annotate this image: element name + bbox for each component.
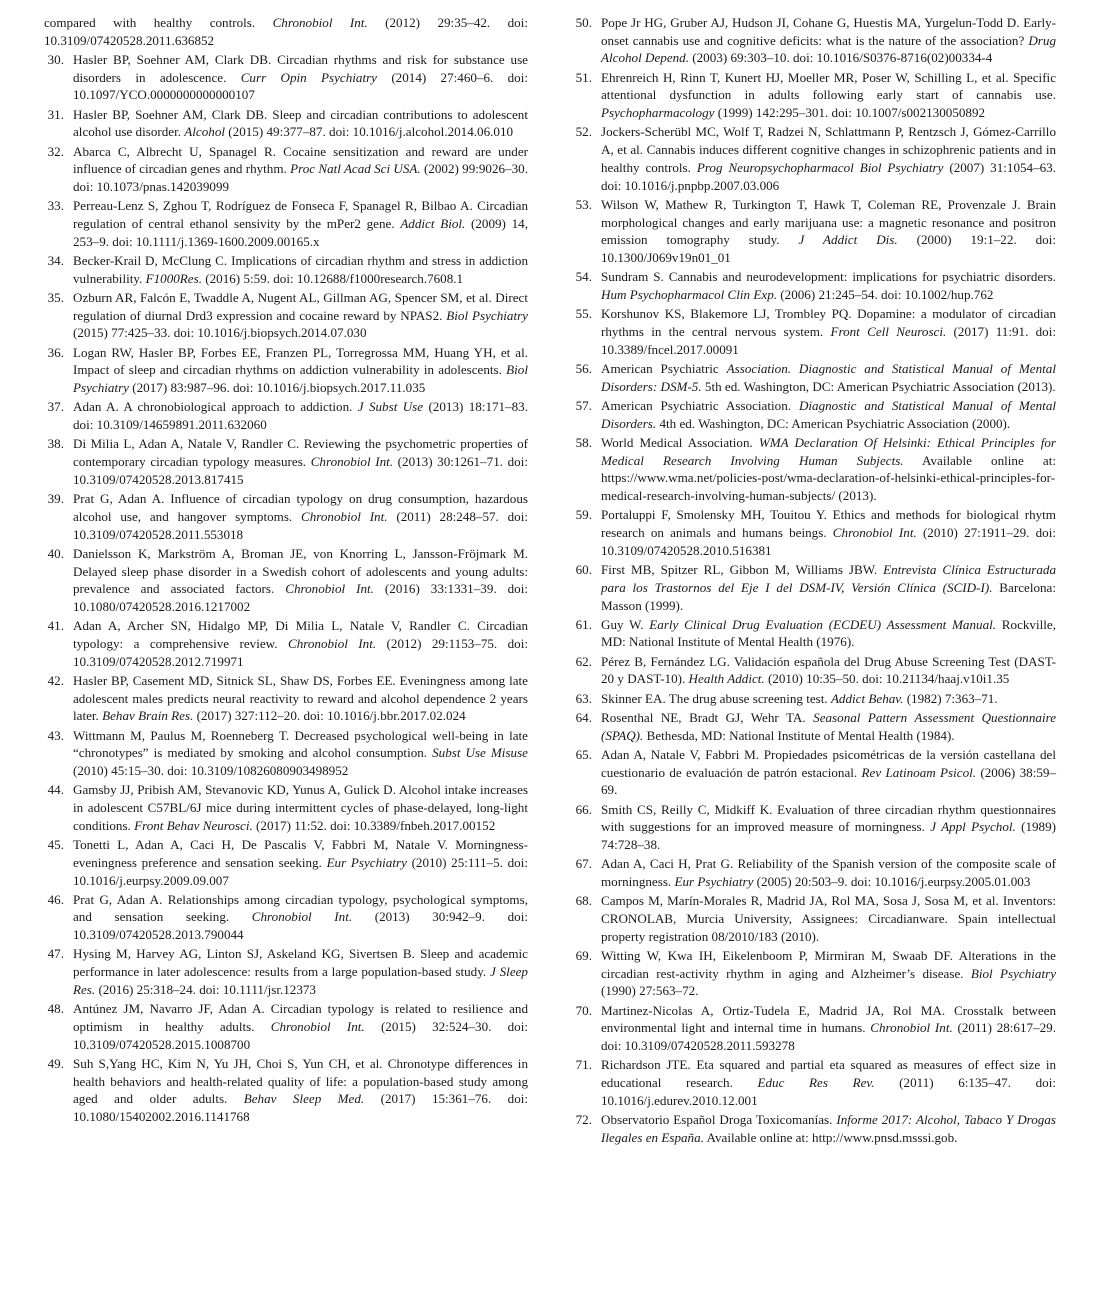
reference-item xyxy=(44,106,528,141)
left-column xyxy=(44,14,528,1127)
reference-text: Becker-Krail D, McClung C. Implications of circadian rhythm and stress in addiction vulnerability. F1000Res. (2016) 5:59. doi: 10.12688/f1000research.7608.1 xyxy=(73,253,528,286)
reference-item xyxy=(44,252,528,287)
reference-item xyxy=(572,305,1056,358)
reference-text: Jockers-Scherübl MC, Wolf T, Radzei N, Schlattmann P, Rentzsch J, Gómez-Carrillo A, et al. Cannabis induces different cognitive changes in schizophrenic patients and in healthy controls. Prog Neuropsychopharmacol Biol Psychiatry (2007) 31:1054–63. doi: 10.1016/j.pnpbp.2007.03.006 xyxy=(601,124,1057,193)
reference-number: 65. xyxy=(575,746,592,762)
reference-item xyxy=(572,434,1056,505)
reference-number: 34. xyxy=(47,253,64,269)
reference-number: 72. xyxy=(575,1112,592,1128)
reference-number: 62. xyxy=(575,653,592,669)
reference-text: Tonetti L, Adan A, Caci H, De Pascalis V, Fabbri M, Natale V. Morningness-eveningness preference and sensation seeking. Eur Psychiatry (2010) 25:111–5. doi: 10.1016/j.eurpsy.2009.09.007 xyxy=(73,837,528,888)
reference-number: 45. xyxy=(47,837,64,853)
reference-number: 61. xyxy=(575,616,592,632)
reference-item xyxy=(44,143,528,196)
reference-text: Martinez-Nicolas A, Ortiz-Tudela E, Madrid JA, Rol MA. Crosstalk between environmental light and internal time in humans. Chronobiol Int. (2011) 28:617–29. doi: 10.3109/07420528.2011.593278 xyxy=(601,1002,1056,1054)
reference-number: 37. xyxy=(47,399,64,415)
reference-text: Ozburn AR, Falcón E, Twaddle A, Nugent AL, Gillman AG, Spencer SM, et al. Direct regulation of diurnal Drd3 expression and cocaine reward by NPAS2. Biol Psychiatry (2015) 77:425–33. doi: 10.1016/j.biopsych.2014.07.030 xyxy=(73,290,528,341)
reference-text: Gamsby JJ, Pribish AM, Stevanovic KD, Yunus A, Gulick D. Alcohol intake increases in adolescent C57BL/6J mice during intermittent cycles of phase-delayed, long-light conditions. Front Behav Neurosci. (2017) 11:52. doi: 10.3389/fnbeh.2017.00152 xyxy=(73,782,528,833)
reference-text: Wilson W, Mathew R, Turkington T, Hawk T, Coleman RE, Provenzale J. Brain morphological changes and early marijuana use: a magnetic resonance and positron emission tomography study. J Addict Dis. (2000) 19:1–22. doi: 10.1300/J069v19n01_01 xyxy=(601,196,1057,266)
reference-item xyxy=(44,891,528,944)
reference-text: Rosenthal NE, Bradt GJ, Wehr TA. Seasonal Pattern Assessment Questionnaire (SPAQ). Bethesda, MD: National Institute of Mental Health (1984). xyxy=(601,709,1057,743)
reference-text: Korshunov KS, Blakemore LJ, Trombley PQ. Dopamine: a modulator of circadian rhythms in the central nervous system. Front Cell Neurosci. (2017) 11:91. doi: 10.3389/fncel.2017.00091 xyxy=(601,306,1056,357)
reference-number: 33. xyxy=(47,198,64,214)
reference-text: Wittmann M, Paulus M, Roenneberg T. Decreased psychological well-being in late “chronotypes” is mediated by smoking and alcohol consumption. Subst Use Misuse (2010) 45:15–30. doi: 10.3109/10826080903498952 xyxy=(73,727,528,779)
reference-text: First MB, Spitzer RL, Gibbon M, Williams JBW. Entrevista Clínica Estructurada para los Trastornos del Eje I del DSM-IV, Versión Clínica (SCID-I). Barcelona: Masson (1999). xyxy=(601,562,1056,613)
reference-text: Prat G, Adan A. Influence of circadian typology on drug consumption, hazardous alcohol use, and hangover symptoms. Chronobiol Int. (2011) 28:248–57. doi: 10.3109/07420528.2011.553018 xyxy=(73,491,529,542)
reference-text: World Medical Association. WMA Declaration Of Helsinki: Ethical Principles for Medical Research Involving Human Subjects. Available online at: https://www.wma.net/policies-post/wma-declaration-of-helsinki-ethical-principles-for-medical-research-involving-human-subjects/ (2013). xyxy=(601,434,1057,504)
reference-item xyxy=(572,69,1056,122)
reference-number: 53. xyxy=(575,196,592,212)
reference-item xyxy=(572,561,1056,614)
reference-text: Antúnez JM, Navarro JF, Adan A. Circadian typology is related to resilience and optimism in healthy adults. Chronobiol Int. (2015) 32:524–30. doi: 10.3109/07420528.2015.1008700 xyxy=(73,1001,528,1052)
reference-text: Hysing M, Harvey AG, Linton SJ, Askeland KG, Sivertsen B. Sleep and academic performance in later adolescence: results from a large population-based study. J Sleep Res. (2016) 25:318–24. doi: 10.1111/jsr.12373 xyxy=(73,946,528,997)
reference-item xyxy=(572,360,1056,395)
reference-text: Campos M, Marín-Morales R, Madrid JA, Rol MA, Sosa J, Sosa M, et al. Inventors: CRONOLAB, Murcia University, Assignees: Circadianware. Spain intellectual property registration 08/2010/183 (2010). xyxy=(601,893,1056,944)
reference-number: 64. xyxy=(575,709,592,725)
reference-item xyxy=(572,14,1056,67)
reference-item xyxy=(572,268,1056,303)
reference-item xyxy=(572,616,1056,651)
reference-number: 60. xyxy=(575,562,592,578)
reference-item xyxy=(572,123,1056,194)
reference-number: 38. xyxy=(47,436,64,452)
reference-item xyxy=(572,709,1056,744)
reference-item xyxy=(44,945,528,998)
reference-item xyxy=(44,545,528,616)
reference-number: 36. xyxy=(47,344,64,360)
left-reference-list xyxy=(44,51,528,1126)
reference-number: 68. xyxy=(575,893,592,909)
reference-item xyxy=(44,672,528,725)
reference-item xyxy=(572,947,1056,1000)
reference-item xyxy=(44,435,528,488)
reference-item xyxy=(572,653,1056,688)
reference-text: Observatorio Español Droga Toxicomanías. Informe 2017: Alcohol, Tabaco Y Drogas Ilegales en España. Available online at: http://www.pnsd.msssi.gob. xyxy=(601,1112,1056,1145)
reference-item xyxy=(572,1111,1056,1146)
reference-number: 44. xyxy=(47,782,64,798)
reference-item xyxy=(44,51,528,104)
reference-item xyxy=(44,1000,528,1053)
reference-number: 56. xyxy=(575,360,592,376)
reference-item xyxy=(572,855,1056,890)
reference-item xyxy=(44,727,528,780)
reference-text: Ehrenreich H, Rinn T, Kunert HJ, Moeller MR, Poser W, Schilling L, et al. Specific attentional dysfunction in adults following early start of cannabis use. Psychopharmacology (1999) 142:295–301. doi: 10.1007/s002130050892 xyxy=(601,69,1056,121)
right-reference-list xyxy=(572,14,1056,1147)
reference-text: Pérez B, Fernández LG. Validación española del Drug Abuse Screening Test (DAST-20 y DAST-10). Health Addict. (2010) 10:35–50. doi: 10.21134/haaj.v10i1.35 xyxy=(601,653,1056,687)
reference-number: 39. xyxy=(47,491,64,507)
reference-number: 70. xyxy=(575,1002,592,1018)
reference-number: 41. xyxy=(47,618,64,634)
reference-number: 55. xyxy=(575,306,592,322)
reference-item xyxy=(572,196,1056,267)
reference-number: 71. xyxy=(575,1057,592,1073)
reference-item xyxy=(572,746,1056,799)
reference-item xyxy=(44,617,528,670)
reference-item xyxy=(44,490,528,543)
reference-text: Hasler BP, Soehner AM, Clark DB. Sleep and circadian contributions to adolescent alcohol use disorder. Alcohol (2015) 49:377–87. doi: 10.1016/j.alcohol.2014.06.010 xyxy=(73,106,528,140)
reference-number: 58. xyxy=(575,434,592,450)
reference-number: 63. xyxy=(575,690,592,706)
reference-text: Witting W, Kwa IH, Eikelenboom P, Mirmiran M, Swaab DF. Alterations in the circadian rest-activity rhythm in aging and Alzheimer’s disease. Biol Psychiatry (1990) 27:563–72. xyxy=(601,947,1057,999)
reference-item xyxy=(44,344,528,397)
reference-text: Adan A, Archer SN, Hidalgo MP, Di Milia L, Natale V, Randler C. Circadian typology: a comprehensive review. Chronobiol Int. (2012) 29:1153–75. doi: 10.3109/07420528.2012.719971 xyxy=(73,618,528,669)
reference-item xyxy=(572,892,1056,945)
reference-item xyxy=(44,289,528,342)
reference-text: Smith CS, Reilly C, Midkiff K. Evaluation of three circadian rhythm questionnaires with suggestions for an improved measure of morningness. J Appl Psychol. (1989) 74:728–38. xyxy=(601,801,1057,853)
reference-number: 47. xyxy=(47,946,64,962)
reference-text: American Psychiatric Association. Diagnostic and Statistical Manual of Mental Disorders. 4th ed. Washington, DC: American Psychiatric Association (2000). xyxy=(601,397,1057,431)
reference-number: 54. xyxy=(575,269,592,285)
reference-item xyxy=(44,836,528,889)
reference-number: 43. xyxy=(47,727,64,743)
reference-text: Logan RW, Hasler BP, Forbes EE, Franzen PL, Torregrossa MM, Huang YH, et al. Impact of sleep and circadian rhythms on addiction vulnerability in adolescents. Biol Psychiatry (2017) 83:987–96. doi: 10.1016/j.biopsych.2017.11.035 xyxy=(73,344,528,396)
reference-text: Hasler BP, Casement MD, Sitnick SL, Shaw DS, Forbes EE. Eveningness among late adolescent males predicts neural reactivity to reward and alcohol dependence 2 years later. Behav Brain Res. (2017) 327:112–20. doi: 10.1016/j.bbr.2017.02.024 xyxy=(73,672,528,724)
reference-number: 42. xyxy=(47,672,64,688)
reference-item xyxy=(572,1002,1056,1055)
continued-reference: compared with healthy controls. Chronobiol Int. (2012) 29:35–42. doi: 10.3109/07420528.2011.636852 xyxy=(44,15,528,48)
reference-text: Perreau-Lenz S, Zghou T, Rodríguez de Fonseca F, Spanagel R, Bilbao A. Circadian regulation of central ethanol sensivity by the mPer2 gene. Addict Biol. (2009) 14, 253–9. doi: 10.1111/j.1369-1600.2009.00165.x xyxy=(73,198,528,249)
reference-number: 67. xyxy=(575,856,592,872)
reference-text: Adan A. A chronobiological approach to addiction. J Subst Use (2013) 18:171–83. doi: 10.3109/14659891.2011.632060 xyxy=(73,399,528,433)
reference-number: 48. xyxy=(47,1001,64,1017)
reference-number: 30. xyxy=(47,51,64,67)
reference-item xyxy=(44,398,528,433)
reference-item xyxy=(572,1056,1056,1109)
reference-item xyxy=(44,781,528,834)
reference-item xyxy=(572,801,1056,854)
reference-text: Richardson JTE. Eta squared and partial eta squared as measures of effect size in educational research. Educ Res Rev. (2011) 6:135–47. doi: 10.1016/j.edurev.2010.12.001 xyxy=(601,1057,1056,1108)
reference-number: 51. xyxy=(575,69,592,85)
reference-item xyxy=(44,1055,528,1126)
reference-number: 69. xyxy=(575,947,592,963)
reference-text: Prat G, Adan A. Relationships among circadian typology, psychological symptoms, and sensation seeking. Chronobiol Int. (2013) 30:942–9. doi: 10.3109/07420528.2013.790044 xyxy=(73,891,528,943)
reference-text: Danielsson K, Markström A, Broman JE, von Knorring L, Jansson-Fröjmark M. Delayed sleep phase disorder in a Swedish cohort of adolescents and young adults: prevalence and associated factors. Chronobiol Int. (2016) 33:1331–39. doi: 10.1080/07420528.2016.1217002 xyxy=(73,545,528,614)
reference-text: Suh S,Yang HC, Kim N, Yu JH, Choi S, Yun CH, et al. Chronotype differences in health behaviors and health-related quality of life: a population-based study among aged and older adults. Behav Sleep Med. (2017) 15:361–76. doi: 10.1080/15402002.2016.1141768 xyxy=(73,1055,529,1125)
reference-text: American Psychiatric Association. Diagnostic and Statistical Manual of Mental Disorders: DSM-5. 5th ed. Washington, DC: American Psychiatric Association (2013). xyxy=(601,360,1056,394)
reference-text: Pope Jr HG, Gruber AJ, Hudson JI, Cohane G, Huestis MA, Yurgelun-Todd D. Early-onset cannabis use and cognitive deficits: what is the nature of the association? Drug Alcohol Depend. (2003) 69:303–10. doi: 10.1016/S0376-8716(02)00334-4 xyxy=(601,15,1056,66)
reference-number: 32. xyxy=(47,143,64,159)
reference-text: Di Milia L, Adan A, Natale V, Randler C. Reviewing the psychometric properties of contemporary circadian typology measures. Chronobiol Int. (2013) 30:1261–71. doi: 10.3109/07420528.2013.817415 xyxy=(73,436,528,487)
reference-number: 66. xyxy=(575,801,592,817)
reference-number: 31. xyxy=(47,106,64,122)
reference-number: 59. xyxy=(575,507,592,523)
reference-number: 50. xyxy=(575,15,592,30)
reference-text: Sundram S. Cannabis and neurodevelopment: implications for psychiatric disorders. Hum Psychopharmacol Clin Exp. (2006) 21:245–54. doi: 10.1002/hup.762 xyxy=(601,269,1056,303)
reference-item xyxy=(44,197,528,250)
reference-number: 52. xyxy=(575,124,592,140)
reference-text: Abarca C, Albrecht U, Spanagel R. Cocaine sensitization and reward are under influence of circadian genes and rhythm. Proc Natl Acad Sci USA. (2002) 99:9026–30. doi: 10.1073/pnas.142039099 xyxy=(73,143,528,195)
reference-item xyxy=(572,506,1056,559)
reference-item xyxy=(572,690,1056,708)
reference-text: Guy W. Early Clinical Drug Evaluation (ECDEU) Assessment Manual. Rockville, MD: National Institute of Mental Health (1976). xyxy=(601,616,1056,650)
reference-text: Adan A, Natale V, Fabbri M. Propiedades psicométricas de la versión castellana del cuestionario de evaluación de patrón estacional. Rev Latinoam Psicol. (2006) 38:59–69. xyxy=(601,746,1057,798)
reference-number: 57. xyxy=(575,397,592,413)
reference-number: 35. xyxy=(47,290,64,306)
reference-number: 40. xyxy=(47,545,64,561)
reference-number: 46. xyxy=(47,891,64,907)
reference-text: Skinner EA. The drug abuse screening test. Addict Behav. (1982) 7:363–71. xyxy=(601,690,998,706)
right-column xyxy=(572,14,1056,1148)
reference-number: 49. xyxy=(47,1055,64,1071)
reference-text: Adan A, Caci H, Prat G. Reliability of the Spanish version of the composite scale of morningness. Eur Psychiatry (2005) 20:503–9. doi: 10.1016/j.eurpsy.2005.01.003 xyxy=(601,856,1056,890)
reference-item xyxy=(572,397,1056,432)
reference-text: Portaluppi F, Smolensky MH, Touitou Y. Ethics and methods for biological rhytm research on animals and humans beings. Chronobiol Int. (2010) 27:1911–29. doi: 10.3109/07420528.2010.516381 xyxy=(601,507,1056,558)
reference-text: Hasler BP, Soehner AM, Clark DB. Circadian rhythms and risk for substance use disorders in adolescence. Curr Opin Psychiatry (2014) 27:460–6. doi: 10.1097/YCO.0000000000000107 xyxy=(73,51,528,103)
